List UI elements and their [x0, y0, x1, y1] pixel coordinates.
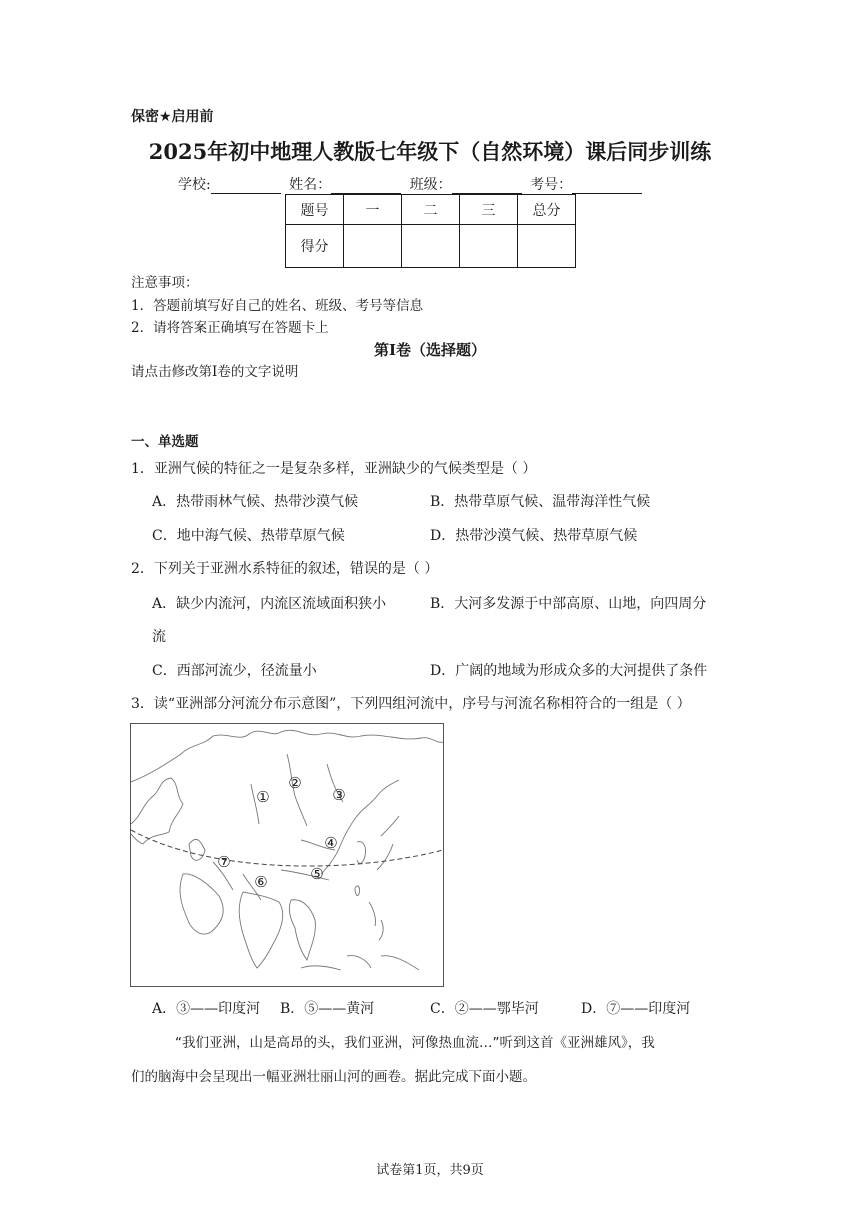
taiwan-outline — [355, 886, 360, 896]
notes-title: 注意事项： — [131, 275, 199, 291]
page-title: 2025年初中地理人教版七年级下（自然环境）课后同步训练 — [148, 139, 712, 164]
score-header: 题号 — [286, 195, 344, 225]
option-c[interactable]: C．地中海气候、热带草原气候 — [152, 528, 345, 544]
latitude-dashed-line — [131, 830, 443, 866]
score-header: 总分 — [518, 195, 576, 225]
question-stem: 3．读“亚洲部分河流分布示意图”，下列四组河流中，序号与河流名称相符合的一组是（ ） — [131, 696, 691, 712]
india-outline — [239, 892, 283, 968]
exam-number-label: 考号： — [530, 177, 573, 193]
option-b[interactable]: B．⑤——黄河 — [280, 1001, 375, 1017]
part-description[interactable]: 请点击修改第I卷的文字说明 — [131, 364, 299, 380]
map-label-3: ③ — [332, 786, 346, 804]
exam-number-blank[interactable] — [572, 179, 642, 194]
score-header: 一 — [344, 195, 402, 225]
score-header: 三 — [460, 195, 518, 225]
option-a[interactable]: A．缺少内流河，内流区流域面积狭小 — [152, 596, 387, 612]
option-b-continued: 流 — [152, 629, 166, 645]
option-b[interactable]: B．大河多发源于中部高原、山地，向四周分 — [430, 596, 707, 612]
map-drawing — [131, 724, 443, 986]
student-info-line — [178, 174, 646, 194]
score-table — [285, 194, 576, 268]
option-a[interactable]: A．热带雨林气候、热带沙漠气候 — [152, 494, 359, 510]
map-label-5: ⑤ — [310, 865, 324, 883]
class-label: 班级： — [409, 177, 452, 193]
asia-river-map — [130, 723, 444, 987]
school-label: 学校: — [178, 177, 211, 193]
name-blank[interactable] — [331, 179, 401, 194]
map-label-2: ② — [288, 774, 302, 792]
part-title: 第I卷（选择题） — [373, 341, 487, 359]
indochina-outline — [289, 900, 315, 960]
korea-outline — [357, 842, 366, 864]
passage-line: 们的脑海中会呈现出一幅亚洲壮丽山河的画卷。据此完成下面小题。 — [131, 1069, 536, 1085]
class-blank[interactable] — [452, 179, 522, 194]
section-heading: 一、单选题 — [131, 434, 199, 450]
map-label-7: ⑦ — [217, 853, 231, 871]
confidential-label: 保密★启用前 — [131, 109, 214, 125]
japan-outline — [377, 816, 399, 870]
question-stem: 1．亚洲气候的特征之一是复杂多样，亚洲缺少的气候类型是（ ） — [131, 461, 537, 477]
map-label-4: ④ — [324, 834, 338, 852]
option-d[interactable]: D．广阔的地域为形成众多的大河提供了条件 — [430, 663, 708, 679]
note-item: 1．答题前填写好自己的姓名、班级、考号等信息 — [131, 298, 424, 314]
option-c[interactable]: C．西部河流少，径流量小 — [152, 663, 317, 679]
map-label-1: ① — [256, 788, 270, 806]
score-cell[interactable] — [402, 225, 460, 268]
option-d[interactable]: D．⑦——印度河 — [581, 1001, 691, 1017]
map-label-6: ⑥ — [254, 873, 268, 891]
caspian-region — [189, 839, 205, 860]
score-cell[interactable] — [344, 225, 402, 268]
question-stem: 2．下列关于亚洲水系特征的叙述，错误的是（ ） — [131, 561, 439, 577]
page-footer: 试卷第1页，共9页 — [376, 1163, 484, 1178]
score-header: 二 — [402, 195, 460, 225]
indonesia-outline — [301, 956, 419, 970]
name-label: 姓名： — [289, 177, 332, 193]
score-row-label: 得分 — [286, 225, 344, 268]
passage-line: “我们亚洲，山是高昂的头，我们亚洲，河像热血流…”听到这首《亚洲雄风》，我 — [175, 1035, 655, 1051]
score-cell[interactable] — [460, 225, 518, 268]
option-d[interactable]: D．热带沙漠气候、热带草原气候 — [430, 528, 638, 544]
note-item: 2．请将答案正确填写在答题卡上 — [131, 320, 329, 336]
philippines-outline — [369, 902, 383, 940]
arabia-outline — [180, 874, 223, 934]
northern-coastline — [131, 730, 443, 782]
option-a[interactable]: A．③——印度河 — [152, 1001, 261, 1017]
option-c[interactable]: C．②——鄂毕河 — [430, 1001, 539, 1017]
option-b[interactable]: B．热带草原气候、温带海洋性气候 — [430, 494, 651, 510]
score-cell[interactable] — [518, 225, 576, 268]
school-blank[interactable] — [211, 179, 281, 194]
